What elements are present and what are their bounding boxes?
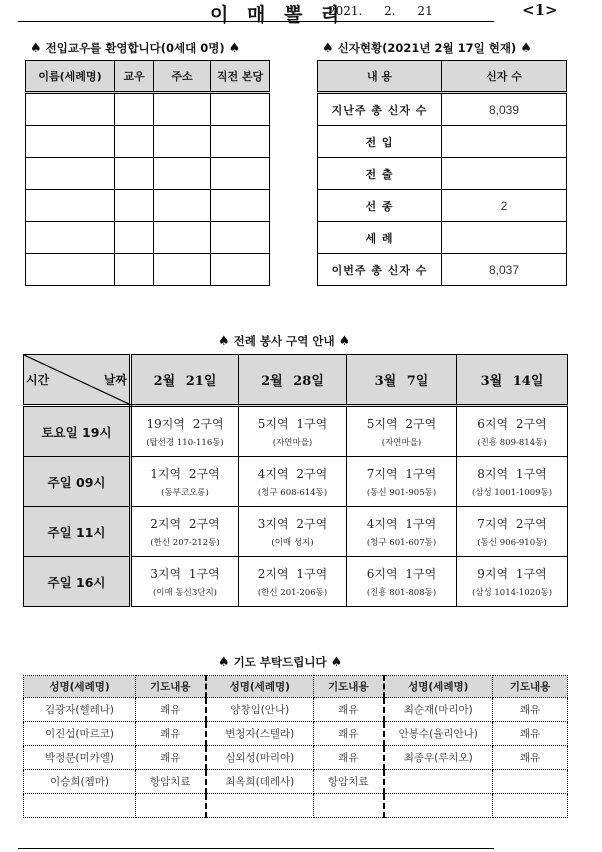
table-row [318, 158, 567, 190]
prayer-intention: 쾌유 [314, 746, 384, 770]
table-cell [26, 254, 115, 286]
prayer-name: 김광자(헬레나) [24, 698, 136, 722]
column-header: 기도내용 [493, 676, 568, 698]
prayer-name: 최순재(마리아) [384, 698, 493, 722]
table-cell [115, 190, 154, 222]
table-cell [26, 190, 115, 222]
table-header-row [24, 355, 568, 406]
table-row [24, 406, 568, 457]
zone-label: 4지역 2구역 [257, 467, 328, 481]
status-label: 전 출 [318, 158, 442, 190]
prayer-title [218, 654, 342, 670]
prayer-intention: 쾌유 [493, 698, 568, 722]
prayer-name: 이진섭(마르코) [24, 722, 136, 746]
zone-label: 4지역 1구역 [366, 517, 437, 531]
prayer-name [206, 794, 314, 818]
duty-cell [131, 557, 239, 607]
table-header-row [24, 676, 568, 698]
status-value: 8,039 [442, 93, 567, 126]
bulletin-title: 이 매 뽈 리 [210, 4, 346, 26]
table-header-row [318, 61, 567, 93]
duty-cell [457, 457, 568, 507]
date-header: 2월 21일 [131, 355, 239, 406]
prayer-name: 안봉수(율리안나) [384, 722, 493, 746]
table-cell [211, 158, 270, 190]
zone-note: (이매 동신3단지) [152, 588, 217, 598]
column-header: 신자 수 [442, 61, 567, 93]
duty-cell [239, 406, 347, 457]
zone-note: (동신 901-905동) [366, 488, 437, 498]
duty-cell [347, 507, 457, 557]
status-value: 2 [442, 190, 567, 222]
table-row [24, 507, 568, 557]
table-cell [115, 126, 154, 158]
time-header: 주일 16시 [24, 557, 131, 607]
duty-cell [457, 406, 568, 457]
column-header: 성명(세례명) [384, 676, 493, 698]
duty-title [218, 333, 350, 349]
prayer-name: 박정문(미카엘) [24, 746, 136, 770]
prayer-intention: 항암치료 [136, 770, 206, 794]
table-cell [154, 222, 211, 254]
zone-label: 3지역 2구역 [257, 517, 328, 531]
column-header: 직전 본당 [211, 61, 270, 93]
zone-note: (자연마을) [381, 438, 422, 448]
zone-note: (진흥 801-808동) [366, 588, 437, 598]
zone-note: (한신 207-212동) [150, 538, 220, 548]
zone-note: (동신 906-910동) [477, 538, 547, 548]
prayer-name: 양창임(안나) [206, 698, 314, 722]
table-row [26, 93, 270, 126]
zone-note: (이매 성지) [271, 538, 314, 548]
prayer-intention [136, 794, 206, 818]
zone-label: 7지역 2구역 [477, 517, 547, 531]
member-status-table [317, 60, 567, 286]
time-header: 주일 11시 [24, 507, 131, 557]
time-header: 주일 09시 [24, 457, 131, 507]
table-cell [154, 158, 211, 190]
zone-label: 2지역 2구역 [150, 517, 220, 531]
duty-table [23, 354, 568, 607]
prayer-intention: 쾌유 [493, 746, 568, 770]
date-header: 2월 28일 [239, 355, 347, 406]
zone-note: (자연마을) [272, 438, 313, 448]
duty-cell [131, 457, 239, 507]
zone-label: 2지역 1구역 [257, 567, 328, 581]
spade-icon: ♠ [218, 655, 230, 670]
prayer-name: 이승희(젬마) [24, 770, 136, 794]
duty-cell [239, 557, 347, 607]
duty-cell [131, 507, 239, 557]
table-header-row [26, 61, 270, 93]
table-row [318, 93, 567, 126]
bulletin-date: 2021. 2. 21 [328, 4, 433, 18]
corner-time-label: 시간 [26, 373, 50, 387]
table-cell [26, 93, 115, 126]
status-label: 전 입 [318, 126, 442, 158]
table-row [24, 722, 568, 746]
zone-note: (청구 608-614동) [257, 488, 328, 498]
table-row [318, 126, 567, 158]
duty-cell [131, 406, 239, 457]
zone-note: (탑선경 110-116동) [146, 438, 224, 448]
prayer-name [24, 794, 136, 818]
table-row [24, 698, 568, 722]
zone-label: 6지역 1구역 [366, 567, 437, 581]
duty-cell [347, 457, 457, 507]
zone-note: (동부코오롱) [161, 488, 209, 498]
table-cell [154, 93, 211, 126]
table-cell [154, 254, 211, 286]
status-value [442, 126, 567, 158]
zone-label: 3지역 1구역 [150, 567, 220, 581]
footer-divider [18, 848, 494, 849]
spade-icon: ♠ [322, 41, 334, 56]
table-row [26, 158, 270, 190]
spade-icon: ♠ [330, 655, 343, 670]
table-cell [115, 93, 154, 126]
zone-label: 5지역 2구역 [366, 417, 437, 431]
zone-label: 6지역 2구역 [477, 417, 547, 431]
column-header: 성명(세례명) [24, 676, 136, 698]
status-label: 선 종 [318, 190, 442, 222]
prayer-intention: 항암치료 [314, 770, 384, 794]
table-cell [211, 254, 270, 286]
prayer-name: 변청자(스텔라) [206, 722, 314, 746]
prayer-intention: 쾌유 [136, 746, 206, 770]
status-value [442, 222, 567, 254]
newcomers-title-text: 전입교우를 환영합니다(0세대 0명) [45, 41, 225, 55]
table-row [318, 190, 567, 222]
prayer-intention [493, 770, 568, 794]
column-header: 이름(세례명) [26, 61, 115, 93]
table-cell [154, 126, 211, 158]
spade-icon: ♠ [338, 334, 351, 349]
header-divider [18, 21, 494, 22]
status-label: 지난주 총 신자 수 [318, 93, 442, 126]
spade-icon: ♠ [218, 334, 230, 349]
prayer-table [23, 675, 568, 818]
zone-note: (진흥 809-814동) [477, 438, 547, 448]
prayer-name [384, 794, 493, 818]
column-header: 교우 [115, 61, 154, 93]
duty-cell [239, 507, 347, 557]
prayer-name [384, 770, 493, 794]
duty-cell [347, 557, 457, 607]
member-status-title-text: 신자현황(2021년 2월 17일 현재) [337, 41, 517, 55]
table-cell [211, 190, 270, 222]
prayer-title-text: 기도 부탁드립니다 [233, 655, 327, 669]
zone-label: 1지역 2구역 [150, 467, 220, 481]
zone-label: 7지역 1구역 [366, 467, 437, 481]
status-label: 세 례 [318, 222, 442, 254]
date-header: 3월 7일 [347, 355, 457, 406]
table-cell [26, 126, 115, 158]
status-label: 이번주 총 신자 수 [318, 254, 442, 286]
corner-header [24, 355, 131, 406]
member-status-title [322, 40, 532, 56]
prayer-intention: 쾌유 [493, 722, 568, 746]
date-header: 3월 14일 [457, 355, 568, 406]
column-header: 기도내용 [314, 676, 384, 698]
table-cell [154, 190, 211, 222]
zone-note: (한신 201-206동) [257, 588, 328, 598]
table-cell [115, 222, 154, 254]
table-row [26, 254, 270, 286]
spade-icon: ♠ [30, 41, 42, 56]
zone-note: (청구 601-607동) [366, 538, 437, 548]
prayer-intention [493, 794, 568, 818]
zone-note: (삼성 1014-1020동) [471, 588, 553, 598]
column-header: 주소 [154, 61, 211, 93]
time-header: 토요일 19시 [24, 406, 131, 457]
newcomers-table [25, 60, 270, 286]
table-row [24, 746, 568, 770]
table-row [24, 557, 568, 607]
prayer-intention [314, 794, 384, 818]
prayer-intention: 쾌유 [314, 698, 384, 722]
duty-cell [239, 457, 347, 507]
zone-note: (삼성 1001-1009동) [471, 488, 553, 498]
spade-icon: ♠ [228, 41, 241, 56]
zone-label: 9지역 1구역 [477, 567, 547, 581]
table-cell [211, 93, 270, 126]
table-row [318, 254, 567, 286]
table-row [26, 190, 270, 222]
spade-icon: ♠ [520, 41, 532, 56]
table-cell [115, 254, 154, 286]
zone-label: 19지역 2구역 [146, 417, 224, 431]
duty-title-text: 전례 봉사 구역 안내 [233, 334, 335, 348]
prayer-name: 심외성(마리아) [206, 746, 314, 770]
zone-label: 5지역 1구역 [257, 417, 328, 431]
table-row [318, 222, 567, 254]
column-header: 기도내용 [136, 676, 206, 698]
prayer-intention: 쾌유 [136, 722, 206, 746]
table-row [26, 222, 270, 254]
prayer-name: 최종우(루치오) [384, 746, 493, 770]
status-value [442, 158, 567, 190]
corner-date-label: 날짜 [103, 373, 127, 387]
prayer-name: 최옥희(데레사) [206, 770, 314, 794]
prayer-intention: 쾌유 [136, 698, 206, 722]
table-row [24, 794, 568, 818]
table-cell [26, 158, 115, 190]
table-cell [211, 222, 270, 254]
column-header: 성명(세례명) [206, 676, 314, 698]
column-header: 내 용 [318, 61, 442, 93]
table-row [24, 770, 568, 794]
newcomers-title [30, 40, 240, 56]
duty-cell [347, 406, 457, 457]
table-row [24, 457, 568, 507]
page-number: <1> [522, 1, 558, 19]
table-cell [211, 126, 270, 158]
status-value: 8,037 [442, 254, 567, 286]
table-row [26, 126, 270, 158]
duty-cell [457, 557, 568, 607]
zone-label: 8지역 1구역 [477, 467, 547, 481]
prayer-intention: 쾌유 [314, 722, 384, 746]
table-cell [26, 222, 115, 254]
duty-cell [457, 507, 568, 557]
table-cell [115, 158, 154, 190]
